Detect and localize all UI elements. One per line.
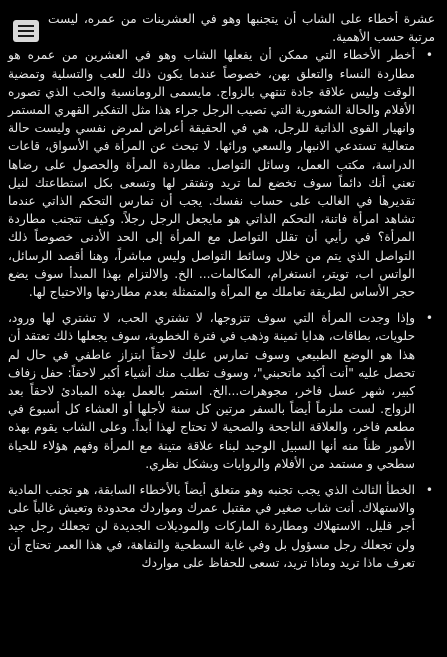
menu-bar [18, 25, 34, 27]
article-body [8, 10, 439, 572]
article-title: عشرة أخطاء على الشاب أن يتجنبها وهو في العشرينات من عمره، ليست مرتبة حسب الأهمية. [48, 12, 435, 45]
list-item: • وإذا وجدت المرأة التي سوف تتزوجها، لا تشتري الحب، لا تشتري لها ورود، حلويات، بطاقات، هدايا ثمينة وذهب في فترة الخطوبة، سوف يجعلها ذلك تعتقد أن هذا هو الوضع الطبيعي وسوف تمارس عليك لاحقاً ابتزاز عاطفي في حال لم تحصل عليه "أنت أكيد ماتحبني"، وسوف تطلب منك أشياء أكبر لاحقاً: حفل زفاف كبير، شهر عسل فاخر، مجوهرات...الخ. استمر بالعمل بهذه المبادئ لاحقاً بعد الزواج. لست ملزماً أيضاً بالسفر مرتين كل سنة لأجلها أو العشاء كل أسبوع في مطعم فاخر، والعلاقة الناجحة والصحية لا تحتاج لهذا أبداً. وعلى الشاب يقوم بهذه الأمور ظناً منه أنها السبيل الوحيد لبناء علاقة متينة مع المرأة وفهم هؤلاء للحياة سطحي و مستمد من الأفلام والروايات وبشكل نظري. [8, 309, 425, 473]
list-item: • الخطأ الثالث الذي يجب تجنبه وهو متعلق أيضاً بالأخطاء السابقة، هو تجنب المادية والاستهلاك. أنت شاب صغير في مقتبل عمرك ومواردك محدودة وتعيش غالباً على أجر قليل. الاستهلاك ومطاردة الماركات والموديلات الجديدة لن تجعلك رجل جيد ولن تجعلك رجل مسؤول بل وفي غاية السطحية والتفاهة، في هذا العمر تحتاج أن تعرف ماذا تريد وماذا تريد، تسعى للحفاظ على مواردك [8, 481, 425, 572]
list-item: • أخطر الأخطاء التي ممكن أن يفعلها الشاب وهو في العشرين من عمره هو مطاردة النساء والتعلق بهن، خصوصاً عندما يكون ذلك للعب والتسلية وتمضية الوقت وليس علاقة جادة تنتهي بالزواج. مايسمى الرومانسية والحب الذي تصوره الأفلام والحالة الشعورية التي تصيب الرجل جراء هذا مثل التفكير القهري المستمر وانهيار القوى الذاتية للرجل، هي في الحقيقة أعراض لمرض نفسي وليست حالة متعالية تستدعي الانبهار والسعي ورائها. لا تبحث عن المرأة في الأسواق، قاعات الدراسة، مكتب العمل، وسائل التواصل. مطاردة المرأة والحصول على رضاها تعني أنك دائماً سوف تخضع لما تريد وتفتقر لها وتسعى بكل استطاعتك لنيل تقديرها في الغالب على حساب نفسك. يجب أن تمارس التحكم الذاتي عندما تشاهد امرأة فاتنة، التحكم الذاتي هو مايجعل الرجل رجلاً. وكيف تتجنب مطاردة المرأة؟ في رأيي أن تقلل التواصل مع المرأة إلى الحد الأدنى خصوصاً ذلك التواصل الذي يتم من خلال وسائط التواصل وليس مباشراً، وهنا أقصد الرسائل، الواتس اب، تويتر، انستغرام، المكالمات... الخ. والالتزام بهذا المبدأ سوف يضع حجر الأساس لطريقة تعاملك مع المرأة والمتمثلة بعدم مطاردتها والاحتياج لها. [8, 46, 425, 301]
mistakes-list [8, 46, 439, 572]
hamburger-menu-icon[interactable] [13, 20, 39, 42]
menu-bar [18, 35, 34, 37]
menu-bar [18, 30, 34, 32]
